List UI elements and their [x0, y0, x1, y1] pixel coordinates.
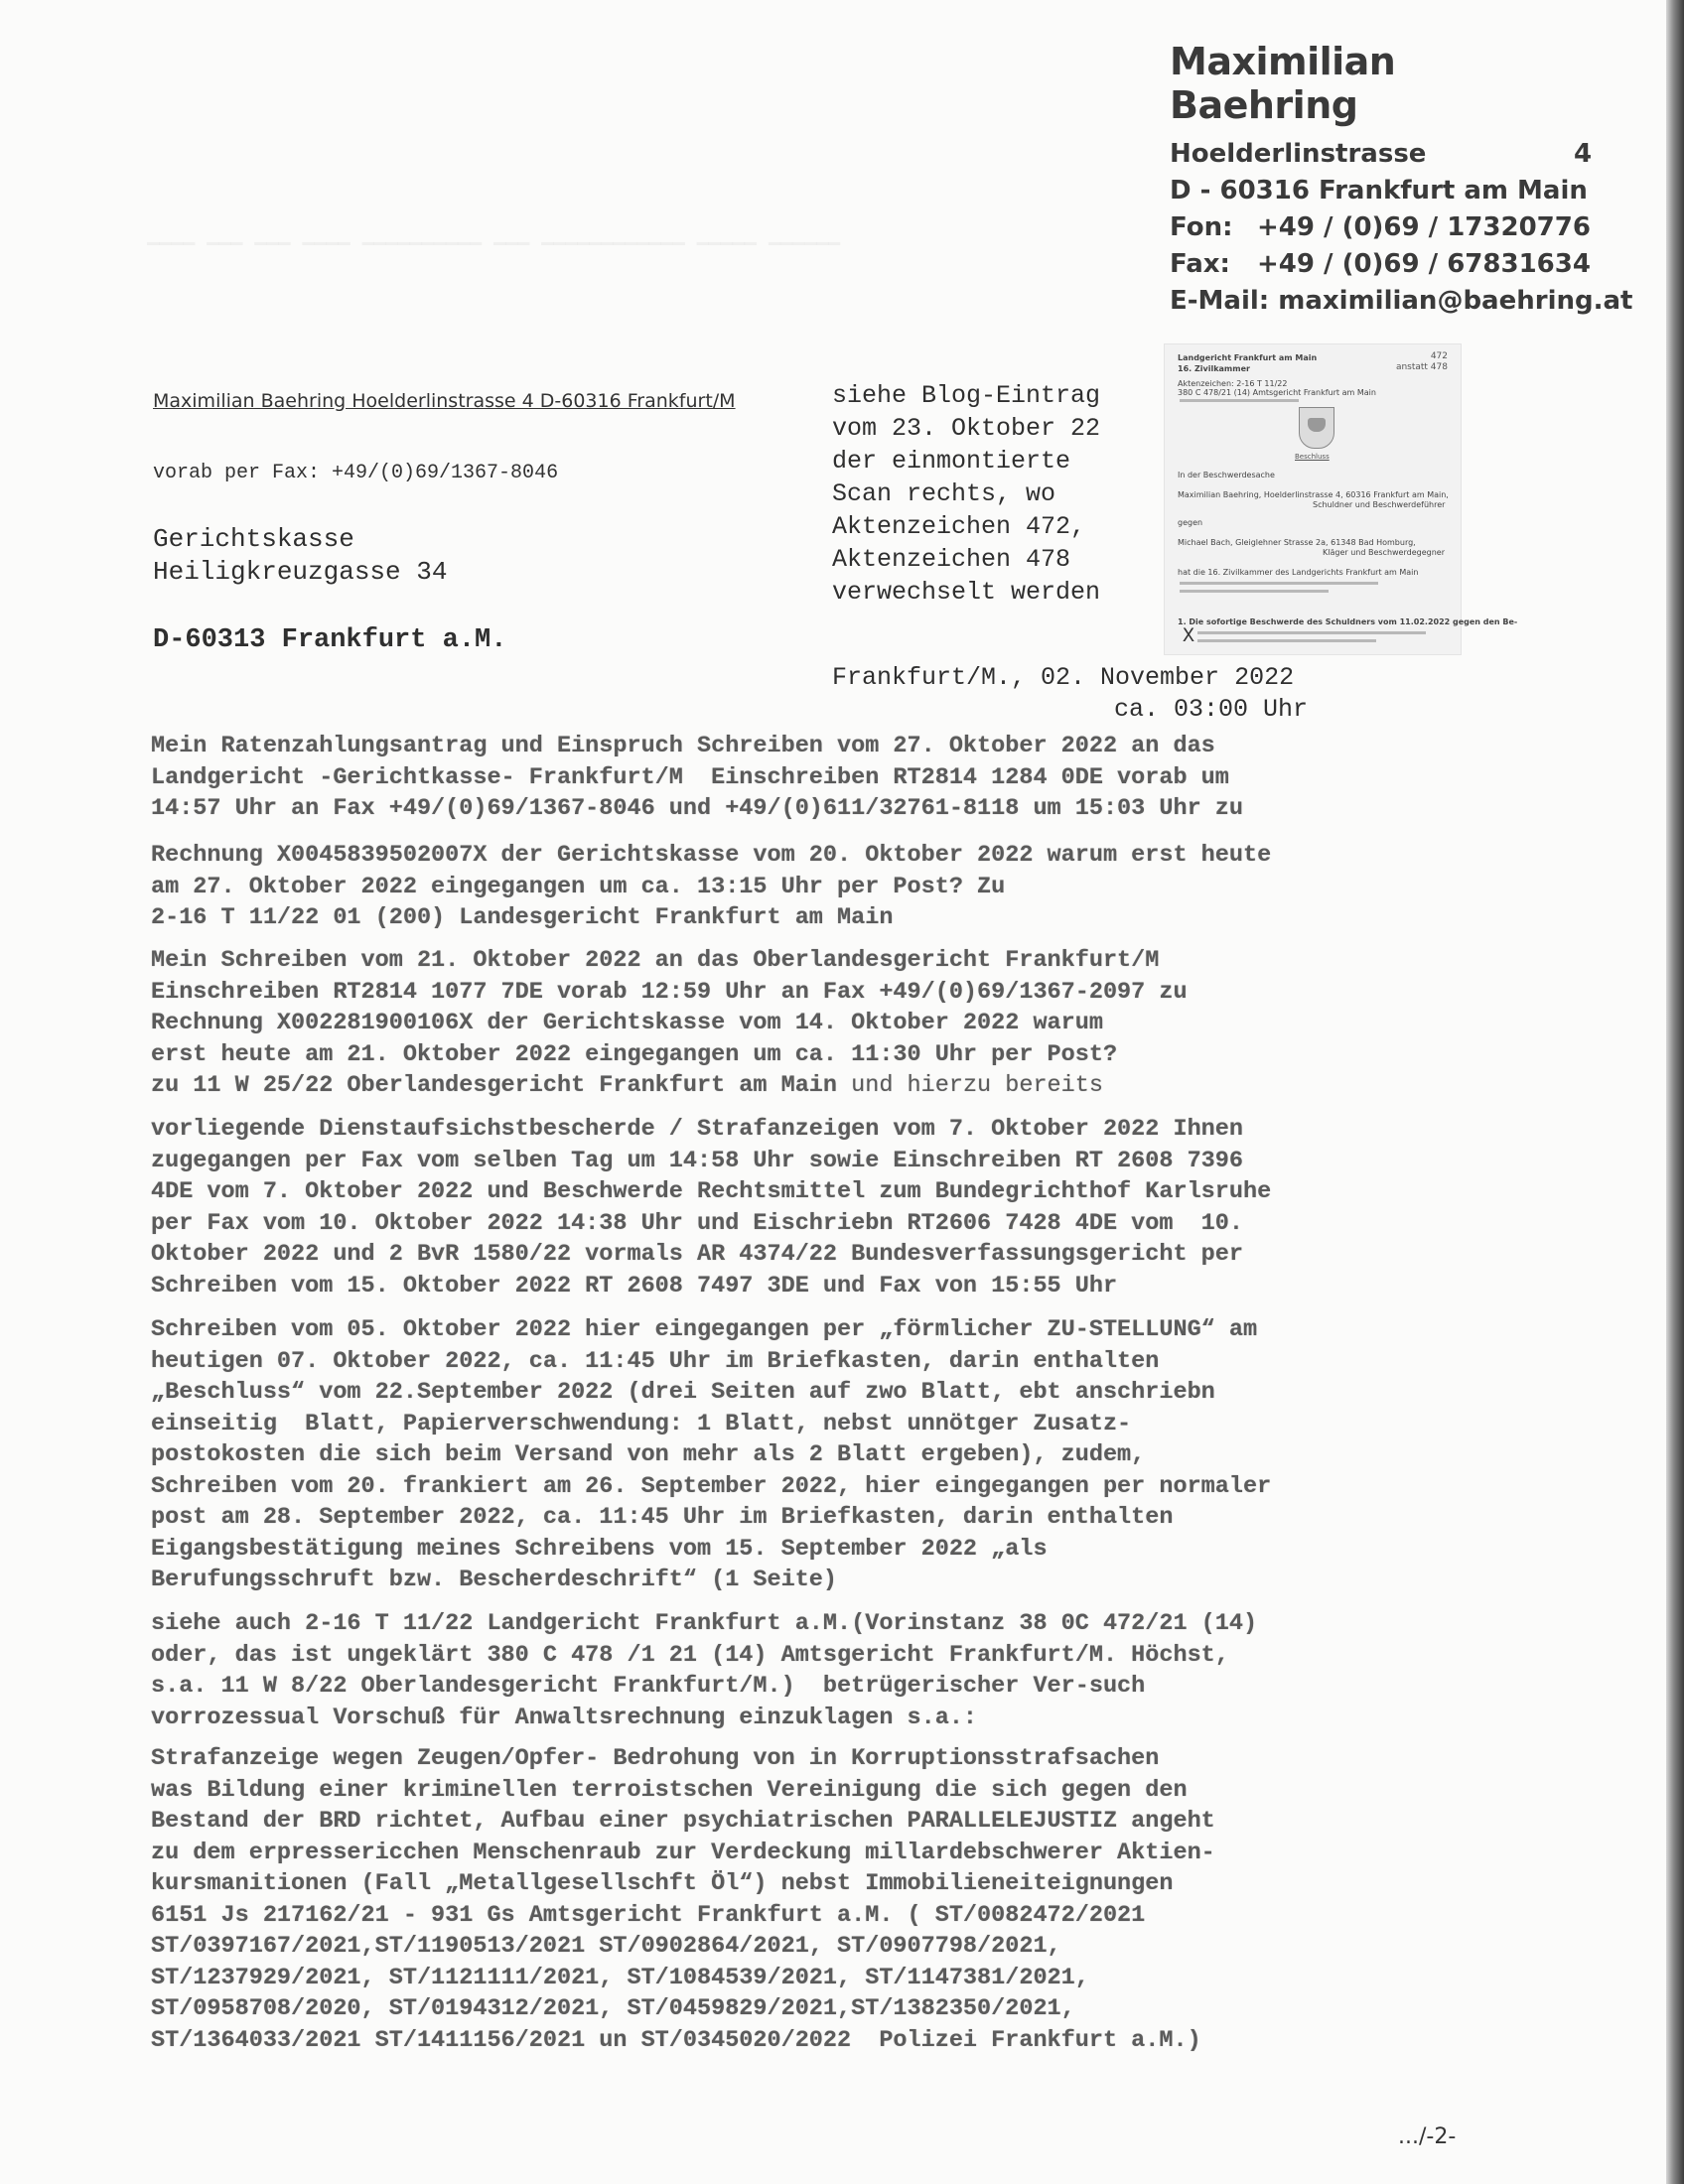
inserted-scan-thumbnail [1164, 343, 1518, 655]
paragraph-strafanzeige [151, 1743, 1541, 2056]
thumb-text-line [1197, 639, 1376, 642]
street-name: Hoelderlinstrasse [1170, 139, 1427, 169]
fax-note: vorab per Fax: +49/(0)69/1367-8046 [153, 462, 559, 484]
text-line: „Beschluss“ vom 22.September 2022 (drei Seiten auf zwo Blatt, ebt anschriebn [151, 1379, 1215, 1406]
text-line: postokosten die sich beim Versand von mehr als 2 Blatt ergeben), zudem, [151, 1441, 1146, 1468]
blog-note-line: Aktenzeichen 472, [832, 512, 1086, 541]
thumb-text-line [1197, 631, 1426, 634]
text-line: post am 28. September 2022, ca. 11:45 Uhr im Briefkasten, darin enthalten [151, 1504, 1174, 1531]
text-line: Bestand der BRD richtet, Aufbau einer psychiatrischen PARALLELEJUSTIZ angeht [151, 1808, 1215, 1835]
text-line: ST/0397167/2021,ST/1190513/2021 ST/0902864/2021, ST/0907798/2021, [151, 1933, 1061, 1960]
letterhead-street [1170, 139, 1593, 176]
recipient-line1: Gerichtskasse [153, 524, 354, 554]
thumb-chamber: 16. Zivilkammer [1178, 364, 1250, 373]
thumb-item: 1. Die sofortige Beschwerde des Schuldners vom 11.02.2022 gegen den Be- [1178, 617, 1518, 626]
text-line: vorliegende Dienstaufsichstbescherde / Strafanzeigen vom 7. Oktober 2022 Ihnen [151, 1116, 1243, 1143]
text-line: Landgericht -Gerichtkasse- Frankfurt/M Einschreiben RT2814 1284 0DE vorab um [151, 763, 1229, 791]
text-line: ST/0958708/2020, ST/0194312/2021, ST/0459829/2021,ST/1382350/2021, [151, 1995, 1075, 2022]
paragraph-rechnung [151, 840, 1541, 934]
thumb-number-478: anstatt 478 [1395, 362, 1448, 372]
thumb-party1-role: Schuldner und Beschwerdeführer [1313, 500, 1446, 509]
paragraph-ratenzahlung [151, 731, 1541, 825]
text-line: heutigen 07. Oktober 2022, ca. 11:45 Uhr im Briefkasten, darin enthalten [151, 1347, 1160, 1375]
thumb-decided: hat die 16. Zivilkammer des Landgerichts Frankfurt am Main [1178, 568, 1419, 577]
text-line: Oktober 2022 und 2 BvR 1580/22 vormals AR 4374/22 Bundesverfassungsgericht per [151, 1241, 1243, 1268]
fax-number: +49 / (0)69 / 67831634 [1257, 249, 1591, 279]
text-line [151, 1070, 1541, 1102]
text-line: Schreiben vom 05. Oktober 2022 hier eingegangen per „förmlicher ZU-STELLUNG“ am [151, 1316, 1258, 1343]
text-line: Rechnung X002281900106X der Gerichtskasse vom 14. Oktober 2022 warum [151, 1010, 1103, 1036]
text-line: oder, das ist ungeklärt 380 C 478 /1 21 (14) Amtsgericht Frankfurt/M. Höchst, [151, 1641, 1229, 1669]
text-line: zu dem erpressericchen Menschenraub zur Verdeckung millardebschwerer Aktien- [151, 1839, 1215, 1866]
text-segment: zu 11 W 25/22 Oberlandesgericht Frankfurt am Main [151, 1072, 852, 1099]
thumb-ref1: Aktenzeichen: 2-16 T 11/22 [1178, 379, 1288, 388]
blog-note-line: siehe Blog-Eintrag [832, 381, 1101, 410]
thumb-ref2: 380 C 478/21 (14) Amtsgericht Frankfurt am Main [1178, 388, 1376, 397]
letterhead-name: Maximilian Baehring [1170, 40, 1396, 127]
thumb-crest-label: Beschluss [1295, 453, 1330, 461]
date-line: Frankfurt/M., 02. November 2022 [832, 663, 1295, 692]
phone-label: Fon: [1170, 212, 1233, 242]
sender-line: Maximilian Baehring Hoelderlinstrasse 4 D-60316 Frankfurt/M [153, 390, 736, 412]
text-segment: und hierzu bereits [851, 1072, 1103, 1099]
time-line: ca. 03:00 Uhr [1114, 695, 1309, 724]
thumb-text-line [1180, 590, 1329, 593]
thumb-party1: Maximilian Baehring, Hoelderlinstrasse 4, 60316 Frankfurt am Main, [1178, 490, 1449, 499]
blog-note-line: vom 23. Oktober 22 [832, 414, 1101, 443]
text-line: Strafanzeige wegen Zeugen/Opfer- Bedrohung von in Korruptionsstrafsachen [151, 1745, 1160, 1772]
text-line: erst heute am 21. Oktober 2022 eingegangen um ca. 11:30 Uhr per Post? [151, 1040, 1118, 1068]
text-line: zugegangen per Fax vom selben Tag um 14:58 Uhr sowie Einschreiben RT 2608 7396 [151, 1147, 1243, 1174]
blog-note-line: Scan rechts, wo [832, 479, 1056, 508]
x-mark: X [1183, 625, 1195, 648]
text-line: einseitig Blatt, Papierverschwendung: 1 Blatt, nebst unnötger Zusatz- [151, 1410, 1132, 1437]
text-line: per Fax vom 10. Oktober 2022 14:38 Uhr und Eischriebn RT2606 7428 4DE vom 10. [151, 1209, 1243, 1237]
blog-note-line: verwechselt werden [832, 578, 1101, 607]
thumb-text-line [1180, 399, 1299, 402]
text-line: s.a. 11 W 8/22 Oberlandesgericht Frankfurt/M.) betrügerischer Ver-such [151, 1673, 1146, 1700]
letterhead [1170, 40, 1633, 323]
thumb-number-472: 472 [1430, 351, 1448, 361]
letterhead-email: E-Mail: maximilian@baehring.at [1170, 286, 1633, 316]
text-line: Schreiben vom 15. Oktober 2022 RT 2608 7497 3DE und Fax von 15:55 Uhr [151, 1272, 1118, 1299]
paragraph-dienstaufsicht [151, 1114, 1541, 1301]
thumb-intro: In der Beschwerdesache [1178, 471, 1275, 479]
paragraph-siehe-auch [151, 1608, 1541, 1733]
text-line: 2-16 T 11/22 01 (200) Landesgericht Frankfurt am Main [151, 904, 894, 931]
page-continuation-marker: .../-2- [1398, 2124, 1457, 2149]
text-line: vorrozessual Vorschuß für Anwaltsrechnung einzuklagen s.a.: [151, 1704, 978, 1731]
text-line: Mein Ratenzahlungsantrag und Einspruch Schreiben vom 27. Oktober 2022 an das [151, 733, 1215, 759]
text-line: 6151 Js 217162/21 - 931 Gs Amtsgericht Frankfurt a.M. ( ST/0082472/2021 [151, 1901, 1146, 1929]
letterhead-fax [1170, 249, 1591, 286]
phone-number: +49 / (0)69 / 17320776 [1257, 212, 1591, 242]
coat-of-arms-icon [1299, 407, 1334, 449]
text-line: Eigangsbestätigung meines Schreibens vom 15. September 2022 „als [151, 1535, 1048, 1563]
letterhead-phone [1170, 212, 1591, 249]
thumb-party2-role: Kläger und Beschwerdegegner [1323, 548, 1445, 557]
text-line: Berufungsschruft bzw. Bescherdeschrift“ (1 Seite) [151, 1567, 838, 1593]
text-line: ST/1364033/2021 ST/1411156/2021 un ST/0345020/2022 Polizei Frankfurt a.M.) [151, 2026, 1201, 2054]
recipient-city: D-60313 Frankfurt a.M. [153, 625, 507, 655]
thumb-court: Landgericht Frankfurt am Main [1178, 353, 1318, 362]
text-line: kursmanitionen (Fall „Metallgesellschft Öl“) nebst Immobilieneiteignungen [151, 1870, 1174, 1897]
text-line: siehe auch 2-16 T 11/22 Landgericht Frankfurt a.M.(Vorinstanz 38 0C 472/21 (14) [151, 1610, 1258, 1637]
recipient-line2: Heiligkreuzgasse 34 [153, 557, 448, 587]
thumb-gegen: gegen [1178, 518, 1203, 527]
blog-note [832, 379, 1100, 609]
text-line: was Bildung einer kriminellen terroistschen Vereinigung die sich gegen den [151, 1776, 1188, 1804]
text-line: am 27. Oktober 2022 eingegangen um ca. 13:15 Uhr per Post? Zu [151, 873, 1006, 900]
thumb-party2: Michael Bach, Gleiglehner Strasse 2a, 61348 Bad Homburg, [1178, 538, 1416, 547]
text-line: 14:57 Uhr an Fax +49/(0)69/1367-8046 und +49/(0)611/32761-8118 um 15:03 Uhr zu [151, 795, 1243, 822]
paragraph-zustellung [151, 1314, 1541, 1596]
text-line: Schreiben vom 20. frankiert am 26. September 2022, hier eingegangen per normaler [151, 1472, 1272, 1500]
letterhead-city: D - 60316 Frankfurt am Main [1170, 176, 1588, 205]
paragraph-olg-schreiben [151, 945, 1541, 1102]
house-number: 4 [1574, 139, 1593, 169]
fax-label: Fax: [1170, 249, 1230, 279]
text-line: 4DE vom 7. Oktober 2022 und Beschwerde Rechtsmittel zum Bundegrichthof Karlsruhe [151, 1178, 1272, 1205]
blog-note-line: Aktenzeichen 478 [832, 545, 1071, 574]
thumb-text-line [1180, 582, 1378, 585]
blog-note-line: der einmontierte [832, 447, 1071, 476]
text-line: ST/1237929/2021, ST/1121111/2021, ST/1084539/2021, ST/1147381/2021, [151, 1964, 1089, 1991]
text-line: Einschreiben RT2814 1077 7DE vorab 12:59 Uhr an Fax +49/(0)69/1367-2097 zu [151, 978, 1188, 1006]
text-line: Mein Schreiben vom 21. Oktober 2022 an das Oberlandesgericht Frankfurt/M [151, 947, 1160, 974]
text-line: Rechnung X0045839502007X der Gerichtskasse vom 20. Oktober 2022 warum erst heute [151, 842, 1272, 869]
scanner-edge [1666, 0, 1684, 2184]
